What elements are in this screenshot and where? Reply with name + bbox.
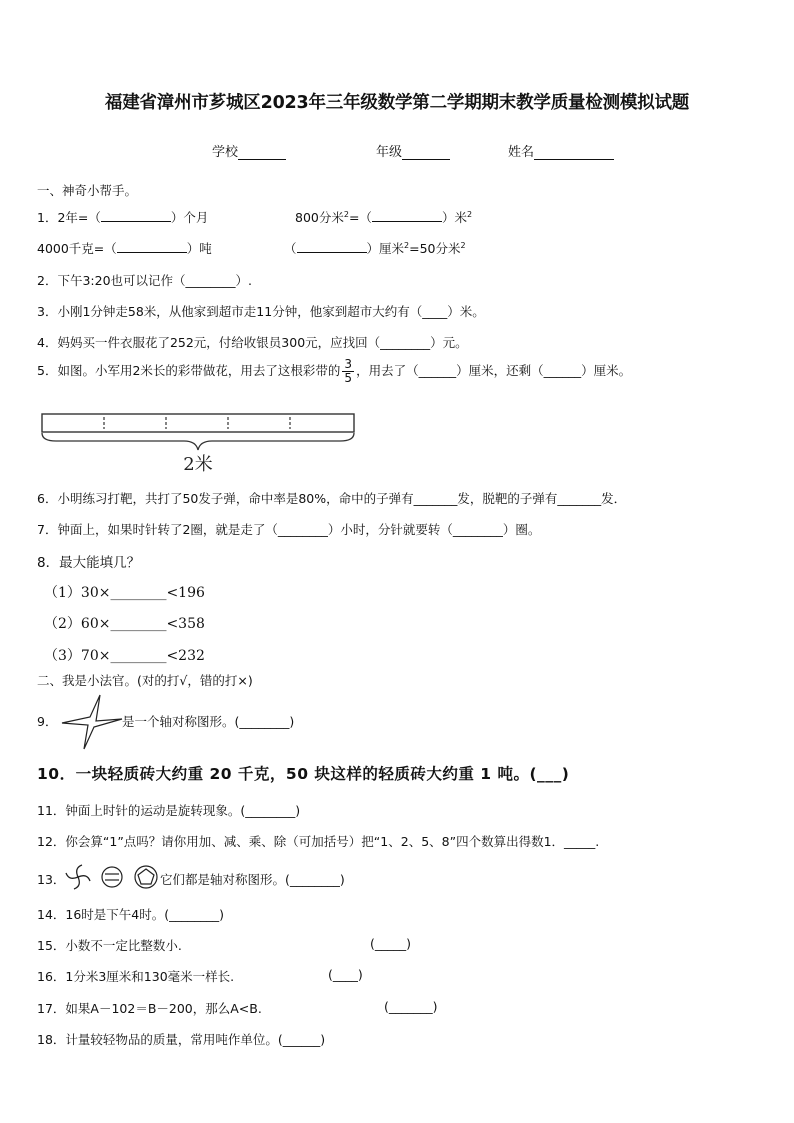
question-9-text: 是一个轴对称图形。(________) (122, 714, 295, 729)
school-field (212, 141, 286, 160)
pinwheel-shape (66, 865, 90, 889)
question-1c (37, 239, 212, 257)
q1d-sup: 2 (404, 240, 410, 250)
question-1b (295, 208, 472, 226)
question-6: 6．小明练习打靶，共打了50发子弹，命中率是80%，命中的子弹有_______发，脱靶的子弹有_______发． (37, 491, 627, 506)
question-16-blank: (____) (328, 967, 363, 982)
q9-shape (62, 695, 122, 749)
q1d-post: =50分米 (409, 241, 461, 256)
page-title: 福建省漳州市芗城区2023年三年级数学第二学期期末教学质量检测模拟试题 (104, 93, 690, 113)
question-8-2: （2）60×________<358 (44, 616, 205, 632)
q1d-mid: ）厘米 (366, 241, 405, 256)
circle-lines-shape (102, 867, 122, 887)
ribbon-brace (42, 433, 354, 450)
question-3: 3．小刚1分钟走58米，从他家到超市走11分钟，他家到超市大约有（____）米。 (37, 304, 485, 319)
question-15: 15．小数不一定比整数小. (37, 938, 182, 953)
question-8-3: （3）70×________<232 (44, 648, 205, 664)
question-13-text: 它们都是轴对称图形。(________) (160, 872, 345, 887)
question-10: 10．一块轻质砖大约重 20 千克，50 块这样的轻质砖大约重 1 吨。(___) (37, 765, 570, 783)
q13-shapes-figure (64, 862, 160, 892)
q1b-post: ）米 (441, 210, 467, 225)
question-7: 7．钟面上，如果时针转了2圈，就是走了（________）小时，分针就要转（________）圈。 (37, 522, 541, 537)
question-8: 8．最大能填几？ (37, 555, 141, 571)
q1c-post: ）吨 (186, 241, 212, 256)
circle-pentagon-shape (135, 866, 157, 888)
ribbon-rect (42, 414, 354, 432)
q1a-pre: 1．2年=（ (37, 210, 101, 225)
q5-pre: 5．如图。小军用2米长的彩带做花，用去了这根彩带的 (37, 363, 341, 378)
question-5 (37, 358, 631, 385)
q1d-pre: （ (284, 241, 297, 256)
q5-fraction (342, 358, 354, 385)
q1b-blank (372, 210, 442, 222)
school-blank (238, 145, 286, 160)
question-17-blank: (_______) (384, 999, 438, 1014)
school-label: 学校 (212, 145, 239, 160)
q1a-post: ）个月 (170, 210, 209, 225)
q5-post: ，用去了（______）厘米，还剩（______）厘米。 (356, 363, 632, 378)
question-11: 11．钟面上时针的运动是旋转现象。(________) (37, 803, 301, 818)
name-label: 姓名 (508, 145, 535, 160)
section-2-heading: 二、我是小法官。(对的打√，错的打×) (37, 673, 253, 688)
question-9-number: 9． (37, 714, 58, 729)
question-12: 12．你会算“1”点吗？请你用加、减、乘、除（可加括号）把“1、2、5、8”四个数算出得数1．_____. (37, 834, 600, 849)
name-field (508, 141, 614, 160)
question-8-1: （1）30×________<196 (44, 585, 205, 601)
question-14: 14．16时是下午4时。(________) (37, 907, 225, 922)
q9-shape-figure (60, 693, 124, 751)
q1a-blank (101, 210, 171, 222)
question-17: 17．如果A－102＝B－200，那么A<B. (37, 1001, 262, 1016)
q1c-blank (117, 241, 187, 253)
q1c-pre: 4000千克=（ (37, 241, 117, 256)
q5-numerator: 3 (344, 357, 353, 371)
question-4: 4．妈妈买一件衣服花了252元，付给收银员300元，应找回（________）元。 (37, 335, 468, 350)
q1d-sup2: 2 (460, 240, 466, 250)
grade-blank (402, 145, 450, 160)
ribbon-label: 2米 (183, 454, 213, 475)
grade-field (376, 141, 450, 160)
q1b-sup: 2 (343, 209, 349, 219)
question-2: 2．下午3:20也可以记作（________）. (37, 273, 252, 288)
q1b-mid: =（ (348, 210, 372, 225)
question-1a (37, 208, 208, 226)
question-1d (284, 239, 466, 257)
q1d-blank (297, 241, 367, 253)
name-blank (534, 145, 614, 160)
q1b-pre: 800分米 (295, 210, 344, 225)
grade-label: 年级 (376, 145, 403, 160)
q5-denominator: 5 (344, 371, 353, 385)
section-1-heading: 一、神奇小帮手。 (37, 183, 138, 198)
question-13-number: 13． (37, 872, 66, 887)
question-15-blank: (_____) (370, 936, 412, 951)
question-16: 16．1分米3厘米和130毫米一样长. (37, 969, 235, 984)
question-18: 18．计量较轻物品的质量，常用吨作单位。(______) (37, 1032, 326, 1047)
ribbon-figure (36, 410, 362, 476)
q1b-sup2: 2 (466, 209, 473, 219)
